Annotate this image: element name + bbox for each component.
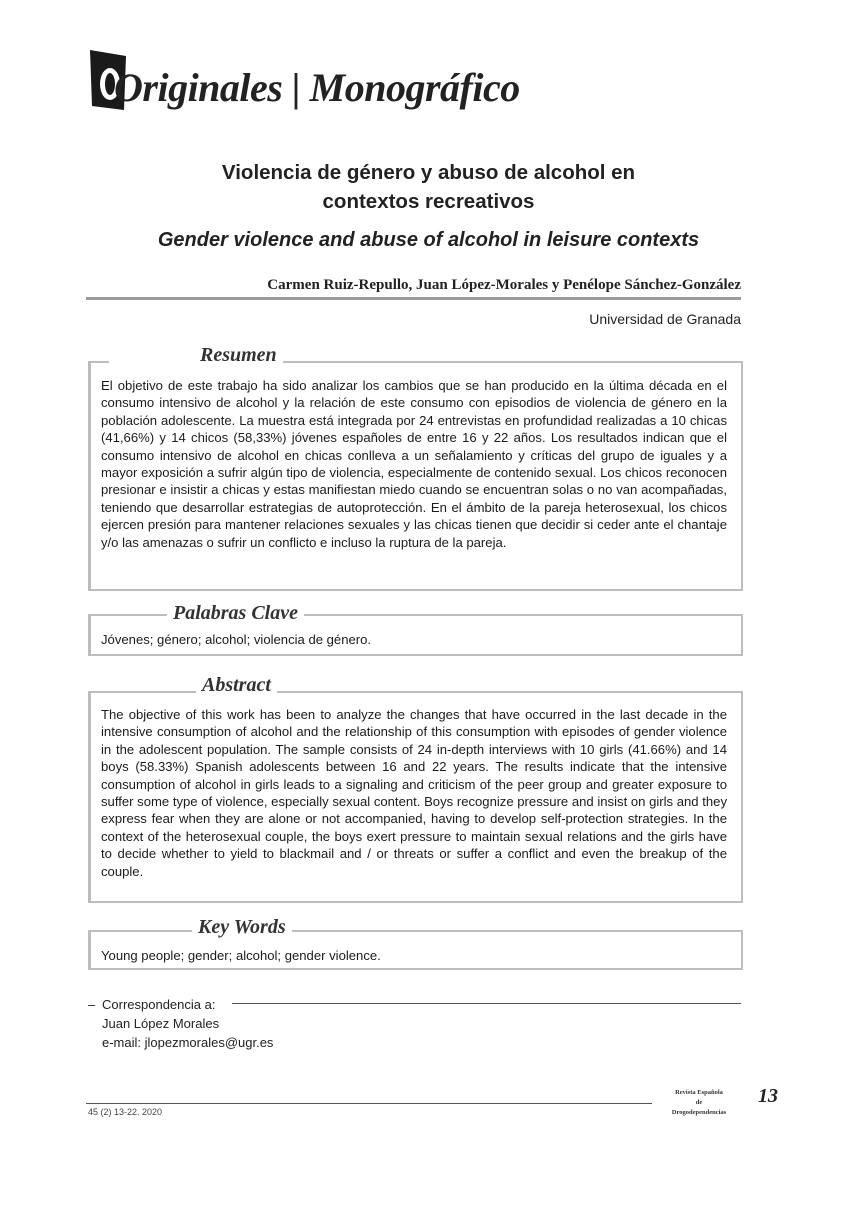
palabras-clave-text: Jóvenes; género; alcohol; violencia de género. [101, 632, 372, 647]
page-number: 13 [758, 1085, 778, 1107]
abstract-heading: Abstract [196, 674, 277, 697]
journal-name [660, 1088, 738, 1118]
affiliation: Universidad de Granada [589, 311, 741, 327]
authors: Carmen Ruiz-Repullo, Juan López-Morales y Penélope Sánchez-González [267, 277, 741, 293]
correspondence-name: Juan López Morales [102, 1016, 220, 1031]
section-header-logo [88, 48, 548, 120]
journal-name-line3: Drogodependencias [671, 1109, 727, 1116]
authors-divider [86, 297, 741, 300]
correspondence-email: e-mail: jlopezmorales@ugr.es [102, 1035, 274, 1050]
abstract-text: The objective of this work has been to analyze the changes that have occurred in the last decade in the intensive consumption of alcohol and the relationship of this consumption with episodes of gender violence in the adolescent population. The sample consists of 24 in-depth interviews with 10 girls (41.66%) and 14 boys (58.33%) Spanish adolescents between 16 and 22 years. The results indicate that the intensive consumption of alcohol in girls leads to a signaling and criticism of the peer group and greater exposure to suffer some type of violence, especially sexual content. Boys recognize pressure and insist on girls and they express fear when they are alone or not accompanied, having to develop self-protection strategies. In the context of the heterosexual couple, the boys exert pressure to maintain sexual relations and the girls have to decide whether to yield to blackmail and / or threats or suffer a conflict and even the breakup of the couple. [101, 707, 727, 879]
title-spanish-line2: contextos recreativos [322, 190, 535, 213]
title-spanish-line1: Violencia de género y abuso de alcohol en [221, 161, 636, 184]
title-spanish [0, 158, 857, 216]
resumen-heading: Resumen [194, 344, 283, 367]
title-english: Gender violence and abuse of alcohol in leisure contexts [157, 229, 700, 251]
correspondence-divider [232, 1003, 741, 1004]
correspondence-label: Correspondencia a: [102, 997, 216, 1012]
key-words-text: Young people; gender; alcohol; gender violence. [101, 948, 381, 963]
resumen-text: El objetivo de este trabajo ha sido analizar los cambios que se han producido en la última década en el consumo intensivo de alcohol y la relación de este consumo con episodios de violencia de género en la población adolescente. La muestra está integrada por 24 entrevistas en profundidad realizadas a 10 chicas (41,66%) y 14 chicos (58,33%) jóvenes españoles de entre 16 y 22 años. Los resultados indican que el consumo intensivo de alcohol en chicas conlleva a un señalamiento y críticas del grupo de iguales y a mayor exposición a sufrir algún tipo de violencia, especialmente de contenido sexual. Los chicos reconocen presionar e insistir a chicas y estas manifiestan miedo cuando se encuentran solas o no van acompañadas, teniendo que desarrollar estrategias de autoprotección. En el ámbito de la pareja heterosexual, los chicos ejercen presión para mantener relaciones sexuales y las chicas tienen que decidir si ceder ante el chantaje y/o las amenazas o sufrir un conflicto e incluso la ruptura de la pareja. [101, 378, 727, 550]
correspondence-block: – Correspondencia a: Juan López Morales e-mail: jlopezmorales@ugr.es [88, 997, 274, 1050]
journal-name-line2: de [695, 1099, 703, 1106]
palabras-clave-heading: Palabras Clave [167, 602, 304, 625]
footer-citation: 45 (2) 13-22. 2020 [88, 1107, 163, 1117]
footer-divider [86, 1103, 652, 1104]
section-label: Originales | Monográfico [114, 65, 520, 110]
journal-name-line1: Revista Española [675, 1089, 723, 1096]
key-words-heading: Key Words [192, 916, 292, 939]
